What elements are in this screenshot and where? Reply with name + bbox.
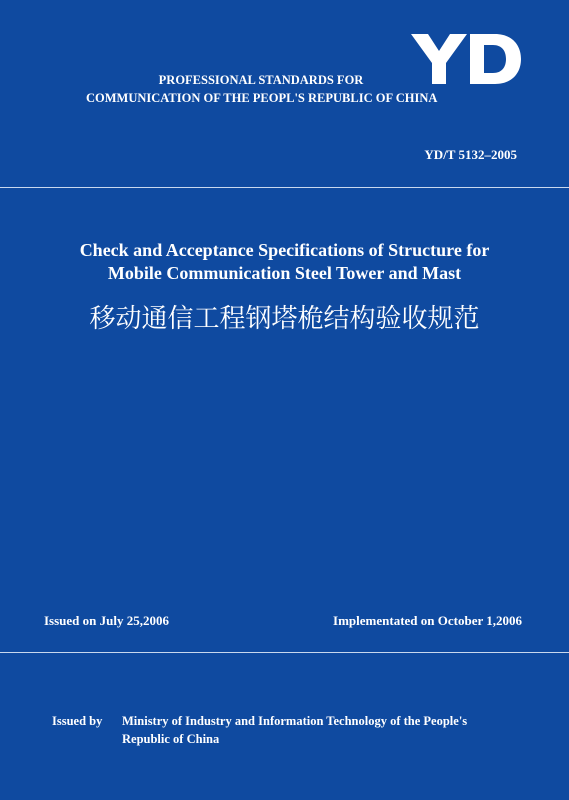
standard-code: YD/T 5132–2005	[424, 147, 517, 162]
org-title-line-2: COMMUNICATION OF THE PEOPL'S REPUBLIC OF CHINA	[86, 91, 438, 105]
top-divider	[0, 187, 569, 188]
implemented-date: Implementated on October 1,2006	[333, 613, 522, 628]
issuer-label: Issued by	[52, 714, 103, 728]
issuer-line-2: Republic of China	[122, 732, 220, 746]
title-en-line-2: Mobile Communication Steel Tower and Mast	[107, 263, 462, 283]
issued-date: Issued on July 25,2006	[44, 613, 169, 628]
title-zh: 移动通信工程钢塔桅结构验收规范	[89, 304, 480, 334]
org-title-line-1: PROFESSIONAL STANDARDS FOR	[158, 73, 364, 87]
issuer-line-1: Ministry of Industry and Information Technology of the People's	[122, 714, 468, 728]
bottom-divider	[0, 652, 569, 653]
title-en-line-1: Check and Acceptance Specifications of Structure for	[79, 240, 490, 260]
